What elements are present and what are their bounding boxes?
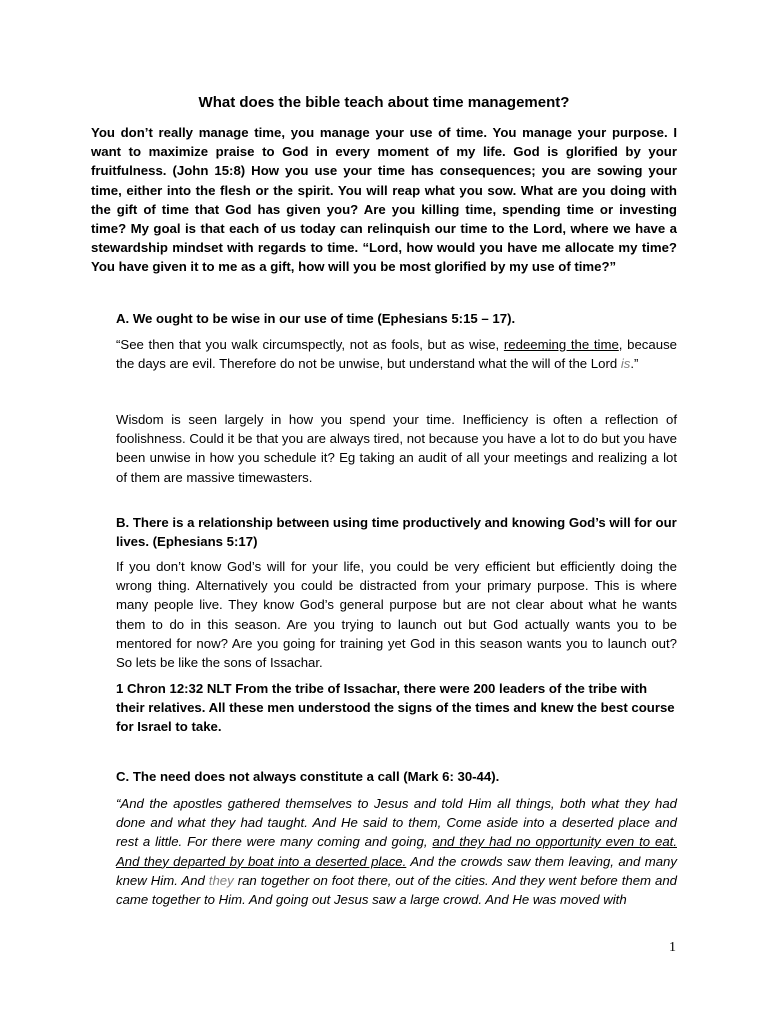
quote-text: “And the apostles gathered themselves to Jesus and told Him all things, both what they had done and what they had taught. And He said to them, Come aside into a deserted place and rest a little. For there were many coming and going, (116, 796, 677, 850)
quote-grey-text: they (208, 872, 234, 888)
section-b-heading: B. There is a relationship between using time productively and knowing God’s will for our lives. (Ephesians 5:17) (116, 515, 677, 550)
section-b-verse: 1 Chron 12:32 NLT From the tribe of Issachar, there were 200 leaders of the tribe with their relatives. All these men understood the signs of the times and knew the best course for Israel to take. (116, 681, 675, 735)
quote-italic-text: is (620, 356, 631, 372)
quote-underlined-text: redeeming the time (503, 337, 619, 352)
quote-underlined-text: and they had no opportunity even to eat. And they departed by boat into a deserted place. (116, 834, 677, 869)
page-number: 1 (669, 940, 676, 955)
section-a-body: Wisdom is seen largely in how you spend your time. Inefficiency is often a reflection of foolishness. Could it be that you are always tired, not because you have a lot to do but you have been unwise in how you schedule it? Eg taking an audit of all your meetings and realizing a lot of them are massive timewasters. (116, 412, 677, 485)
section-b-body: If you don’t know God’s will for your life, you could be very efficient but efficiently doing the wrong thing. Alternatively you could be distracted from your primary purpose. This is where many people live. They know God’s general purpose but are not clear about what he wants them to do in this season. Are you trying to launch out but God actually wants you to be mentored for now? Are you going for training yet God in this season wants you to launch out? So lets be like the sons of Issachar. (116, 559, 677, 671)
quote-text: ran together on foot there, out of the cities. And they went before them and came together to Him. And going out Jesus saw a large crowd. And He was moved with (116, 872, 678, 908)
section-c-quote (116, 794, 677, 909)
section-c-heading: C. The need does not always constitute a call (Mark 6: 30-44). (116, 769, 500, 784)
quote-text: And the crowds saw them leaving, and many knew Him. And (116, 853, 677, 888)
section-a-quote (116, 335, 677, 373)
page-title: What does the bible teach about time management? (198, 94, 570, 111)
quote-text: “See then that you walk circumspectly, not as fools, but as wise, (116, 337, 504, 352)
quote-text: .” (630, 356, 639, 372)
quote-text: , because the days are evil. Therefore do not be unwise, but understand what the will of the Lord (116, 337, 677, 372)
section-a-heading: A. We ought to be wise in our use of time (Ephesians 5:15 – 17). (116, 311, 516, 326)
intro-paragraph: You don’t really manage time, you manage your use of time. You manage your purpose. I want to maximize praise to God in every moment of my life. God is glorified by your fruitfulness. (John 15:8) How you use your time has consequences; you are sowing your time, either into the flesh or the spirit. You will reap what you sow. What are you doing with the gift of time that God has given you? Are you killing time, spending time or investing time? My goal is that each of us today can relinquish our time to the Lord, where we have a stewardship mindset with regards to time. “Lord, how would you have me allocate my time? You have given it to me as a gift, how will you be most glorified by my use of time?” (91, 125, 677, 275)
